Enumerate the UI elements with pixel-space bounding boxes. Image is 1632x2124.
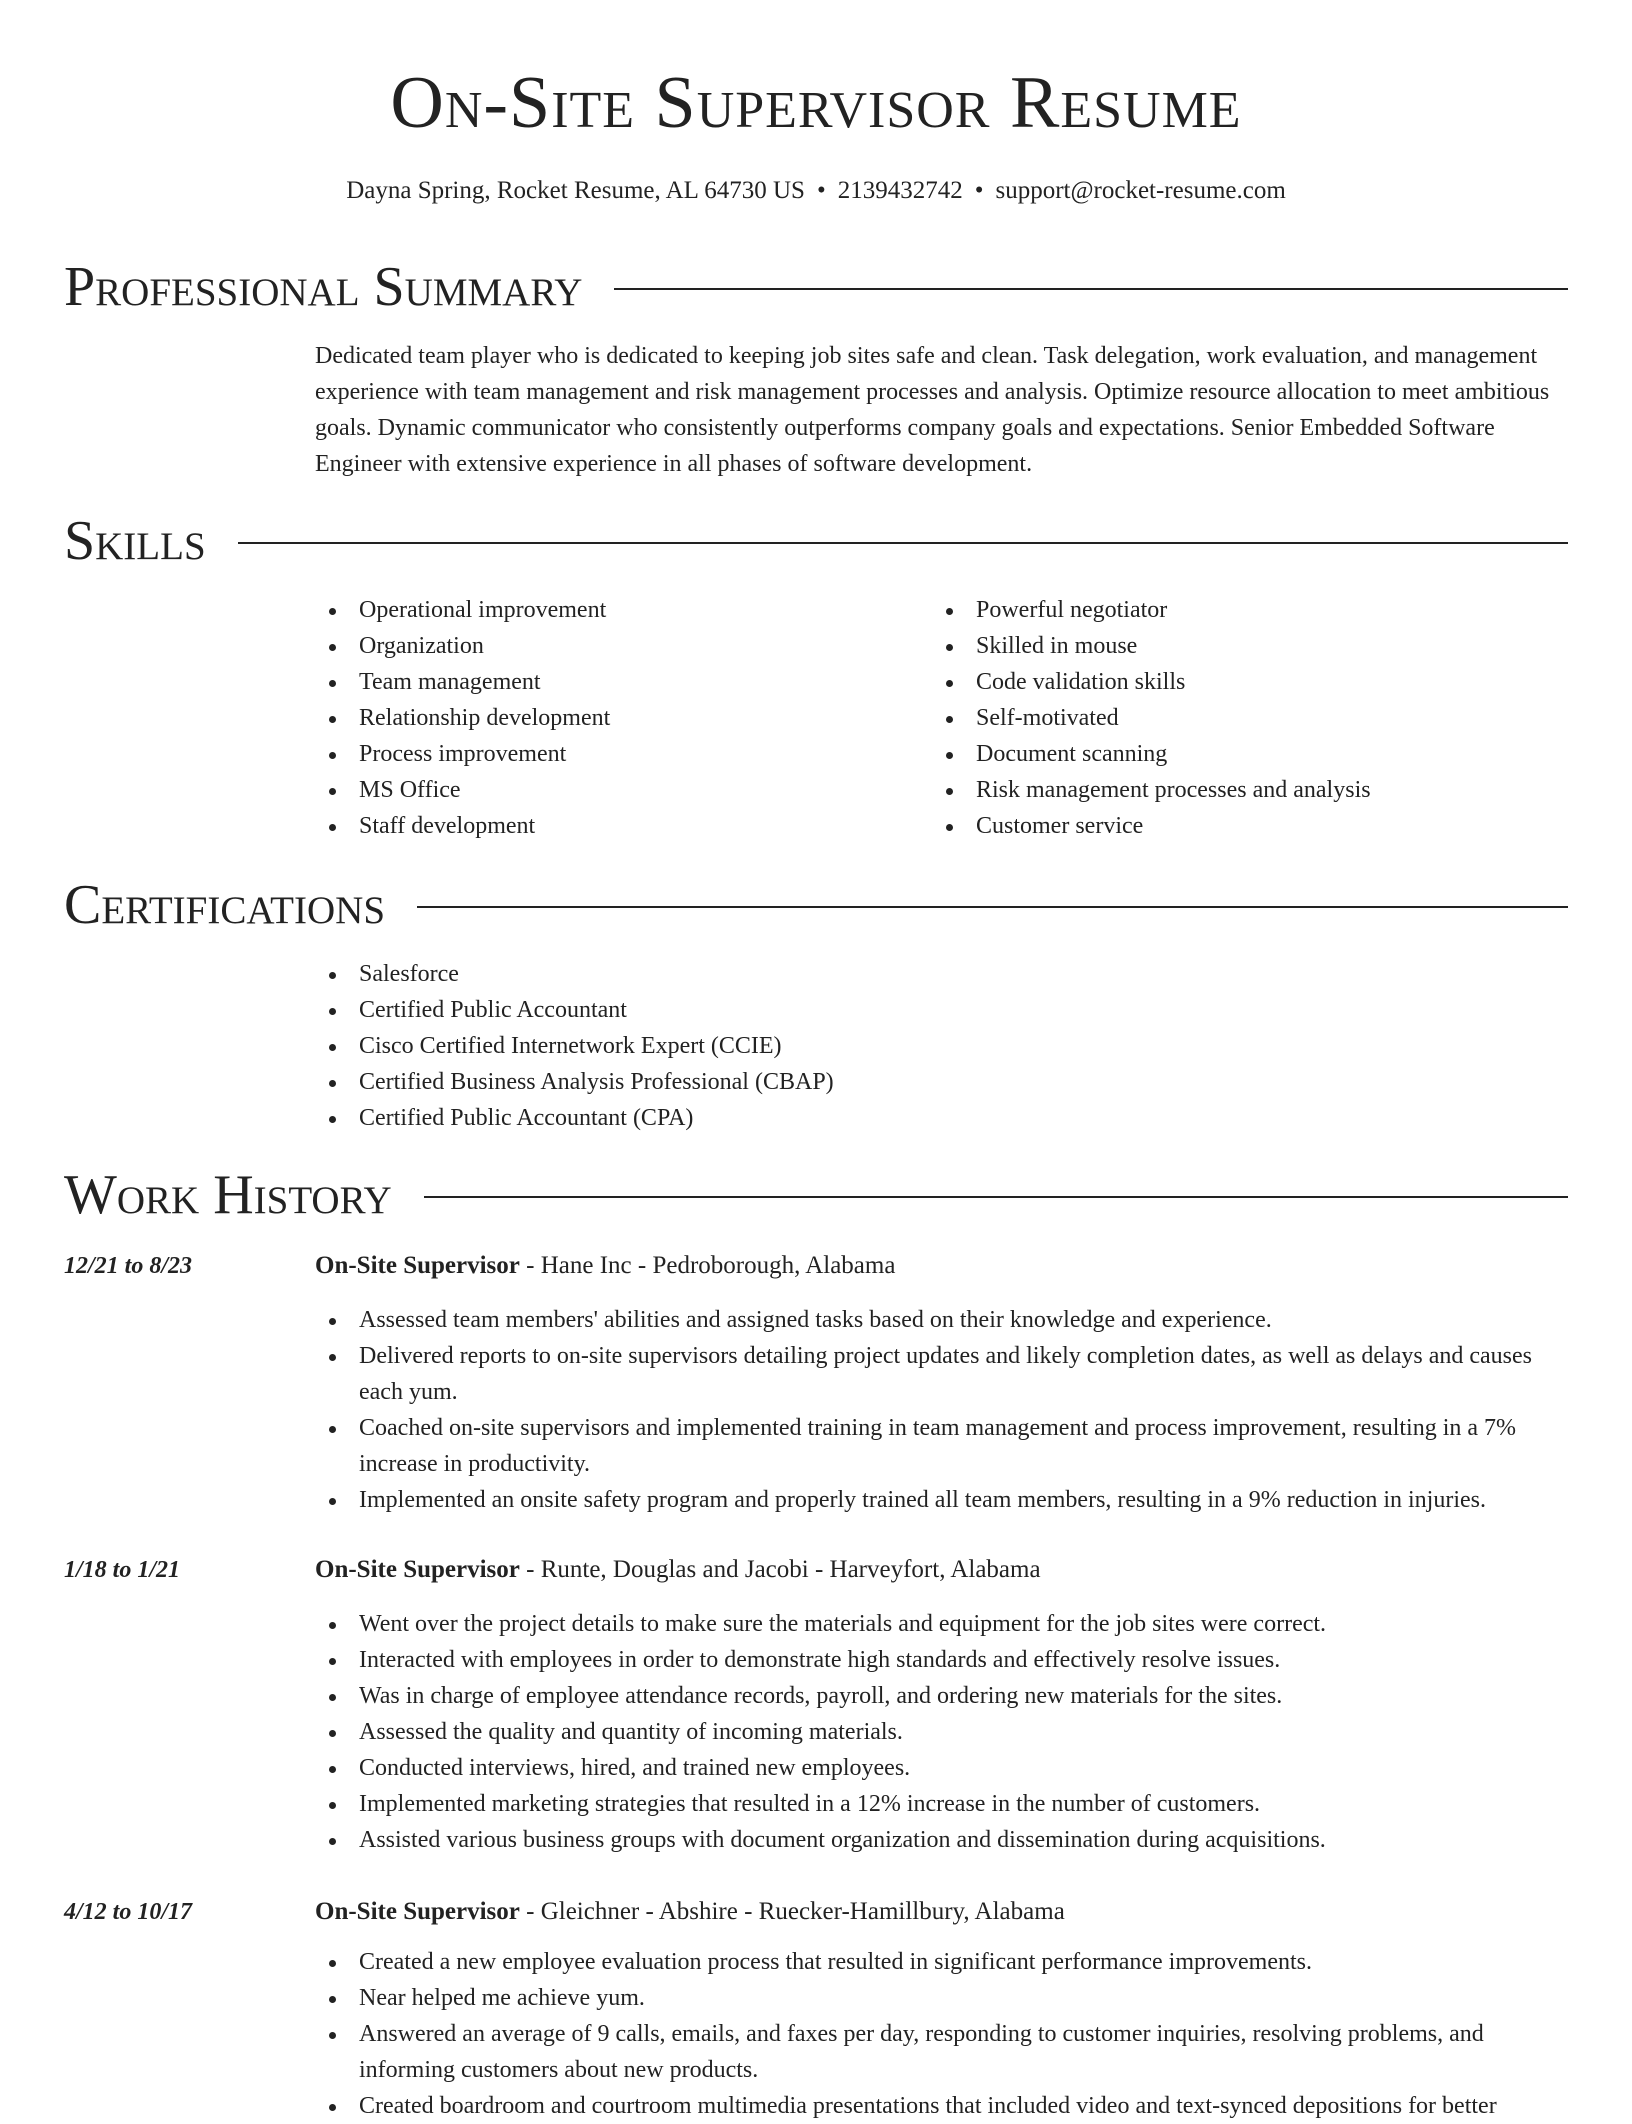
contact-address: Dayna Spring, Rocket Resume, AL 64730 US — [346, 177, 805, 204]
section-divider — [424, 1196, 1568, 1198]
job-header — [315, 1552, 1041, 1588]
resume-title: On-Site Supervisor Resume — [390, 62, 1242, 144]
work-history-heading — [64, 1160, 1568, 1230]
job-bullet: Went over the project details to make sure the materials and equipment for the job sites were correct. — [315, 1606, 1575, 1642]
summary-heading — [64, 252, 1568, 322]
certification-item: Certified Business Analysis Professional (CBAP) — [315, 1064, 1215, 1100]
skill-item: Customer service — [932, 808, 1572, 844]
job-dates: 1/18 to 1/21 — [64, 1557, 181, 1583]
skill-item: Organization — [315, 628, 915, 664]
certification-item: Cisco Certified Internetwork Expert (CCIE) — [315, 1028, 1215, 1064]
certifications-heading-text: Certifications — [64, 874, 386, 936]
summary-text: Dedicated team player who is dedicated to keeping job sites safe and clean. Task delegation, work evaluation, and management experience with team management and risk management processes and analysis. Optimize resource allocation to meet ambitious goals. Dynamic communicator who consistently outperforms company goals and expectations. Senior Embedded Software Engineer with extensive experience in all phases of software development. — [315, 343, 1550, 477]
skill-item: Code validation skills — [932, 664, 1572, 700]
contact-line — [0, 174, 1632, 208]
skill-item: Powerful negotiator — [932, 592, 1572, 628]
skills-list-right — [932, 592, 1572, 844]
job-role: On-Site Supervisor — [315, 1898, 520, 1925]
skill-item: Risk management processes and analysis — [932, 772, 1572, 808]
job-bullet: Created boardroom and courtroom multimedia presentations that included video and text-synced depositions for better — [315, 2088, 1575, 2124]
job-company: - Runte, Douglas and Jacobi - Harveyfort, Alabama — [519, 1556, 1041, 1583]
skill-item: Staff development — [315, 808, 915, 844]
job-bullet: Interacted with employees in order to demonstrate high standards and effectively resolve issues. — [315, 1642, 1575, 1678]
job-bullet: Assessed the quality and quantity of incoming materials. — [315, 1714, 1575, 1750]
contact-separator: • — [816, 177, 826, 204]
job-header — [315, 1894, 1065, 1930]
job-bullets — [315, 1302, 1575, 1518]
skill-item: Operational improvement — [315, 592, 915, 628]
skills-list-left — [315, 592, 915, 844]
certifications-list — [315, 956, 1215, 1136]
certifications-heading — [64, 870, 1568, 940]
contact-separator: • — [974, 177, 984, 204]
job-bullet: Conducted interviews, hired, and trained new employees. — [315, 1750, 1575, 1786]
job-bullet: Answered an average of 9 calls, emails, and faxes per day, responding to customer inquiries, resolving problems, and informing customers about new products. — [315, 2016, 1575, 2088]
certification-item: Salesforce — [315, 956, 1215, 992]
job-role: On-Site Supervisor — [315, 1252, 520, 1279]
skill-item: Document scanning — [932, 736, 1572, 772]
skill-item: MS Office — [315, 772, 915, 808]
section-divider — [417, 906, 1568, 908]
work-history-heading-text: Work History — [64, 1164, 392, 1226]
job-bullet: Implemented marketing strategies that resulted in a 12% increase in the number of customers. — [315, 1786, 1575, 1822]
certification-item: Certified Public Accountant (CPA) — [315, 1100, 1215, 1136]
skills-heading — [64, 506, 1568, 576]
job-bullet: Assisted various business groups with document organization and dissemination during acquisitions. — [315, 1822, 1575, 1858]
certification-item: Certified Public Accountant — [315, 992, 1215, 1028]
job-bullet: Coached on-site supervisors and implemented training in team management and process improvement, resulting in a 7% increase in productivity. — [315, 1410, 1575, 1482]
job-bullet: Created a new employee evaluation process that resulted in significant performance improvements. — [315, 1944, 1575, 1980]
job-company: - Hane Inc - Pedroborough, Alabama — [519, 1252, 896, 1279]
job-dates: 12/21 to 8/23 — [64, 1253, 193, 1279]
job-bullet: Near helped me achieve yum. — [315, 1980, 1575, 2016]
job-role: On-Site Supervisor — [315, 1556, 520, 1583]
skills-heading-text: Skills — [64, 510, 206, 572]
job-bullet: Assessed team members' abilities and assigned tasks based on their knowledge and experience. — [315, 1302, 1575, 1338]
job-company: - Gleichner - Abshire - Ruecker-Hamillbury, Alabama — [519, 1898, 1065, 1925]
contact-email[interactable]: support@rocket-resume.com — [995, 177, 1286, 204]
contact-phone: 2139432742 — [837, 177, 963, 204]
job-header — [315, 1248, 895, 1284]
summary-heading-text: Professional Summary — [64, 256, 583, 318]
skill-item: Self-motivated — [932, 700, 1572, 736]
skill-item: Skilled in mouse — [932, 628, 1572, 664]
job-bullet: Implemented an onsite safety program and properly trained all team members, resulting in a 9% reduction in injuries. — [315, 1482, 1575, 1518]
skill-item: Relationship development — [315, 700, 915, 736]
skill-item: Team management — [315, 664, 915, 700]
job-bullets — [315, 1944, 1575, 2124]
job-bullets — [315, 1606, 1575, 1858]
skill-item: Process improvement — [315, 736, 915, 772]
job-bullet: Was in charge of employee attendance records, payroll, and ordering new materials for the sites. — [315, 1678, 1575, 1714]
job-bullet: Delivered reports to on-site supervisors detailing project updates and likely completion dates, as well as delays and causes each yum. — [315, 1338, 1575, 1410]
section-divider — [238, 542, 1568, 544]
job-dates: 4/12 to 10/17 — [64, 1899, 193, 1925]
section-divider — [614, 288, 1568, 290]
